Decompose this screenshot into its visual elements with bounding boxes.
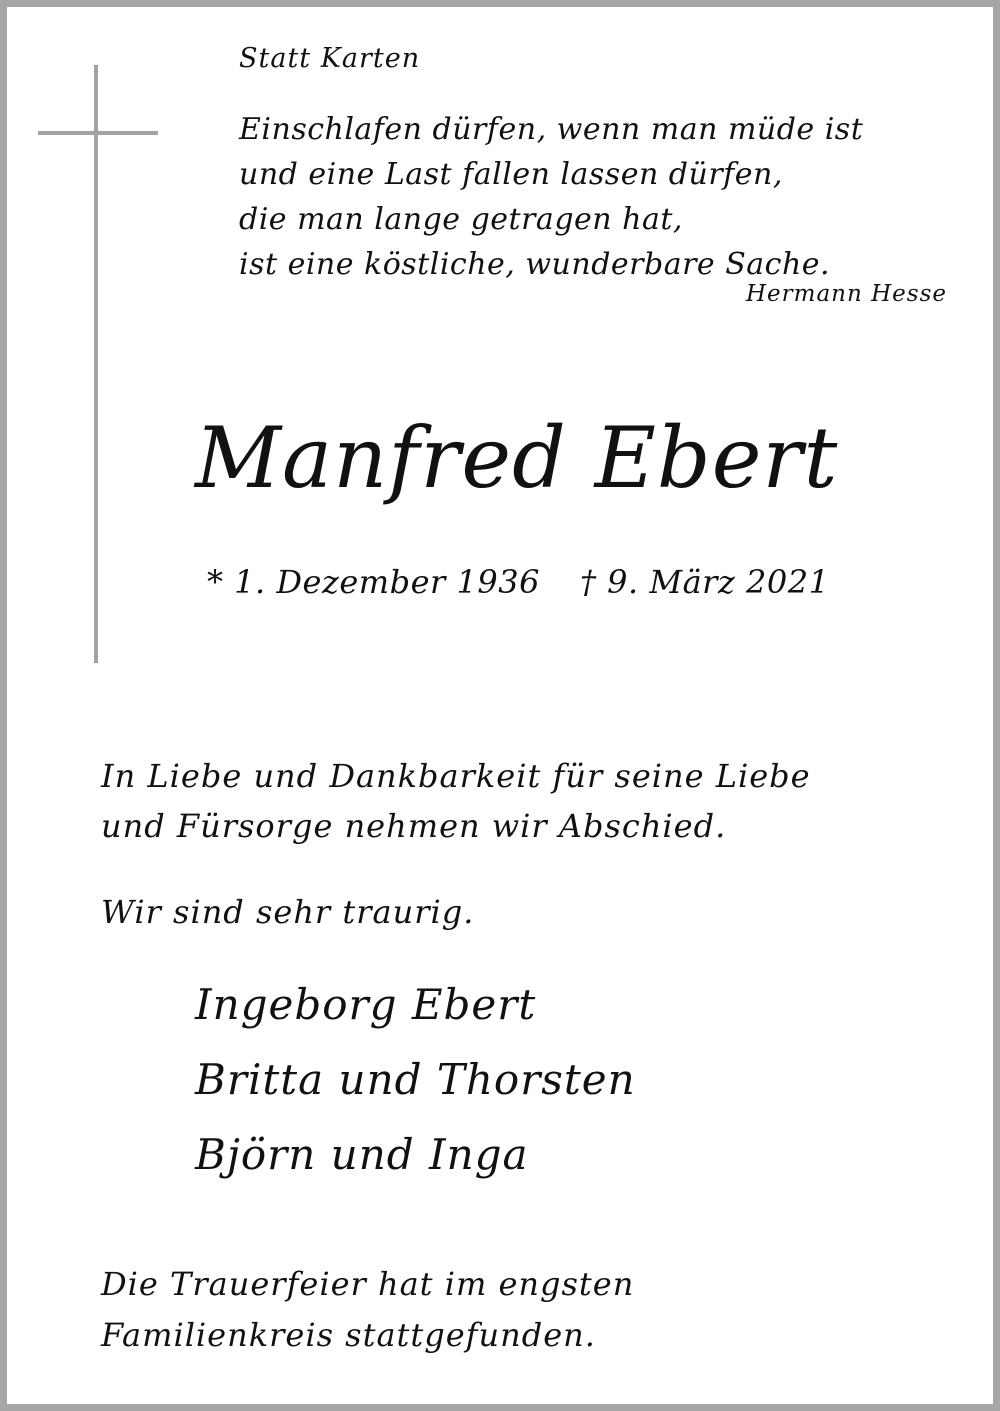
birth-date: * 1. Dezember 1936 [207, 563, 540, 601]
death-date: † 9. März 2021 [579, 563, 830, 601]
farewell-line: und Fürsorge nehmen wir Abschied. [101, 807, 727, 845]
family-member: Britta und Thorsten [195, 1055, 636, 1104]
farewell-line: In Liebe und Dankbarkeit für seine Liebe [101, 757, 811, 795]
family-member: Ingeborg Ebert [195, 980, 537, 1029]
family-member: Björn und Inga [195, 1130, 529, 1179]
ceremony-notice [101, 1259, 634, 1361]
ceremony-line: Die Trauerfeier hat im engsten [101, 1265, 635, 1303]
ceremony-line: Familienkreis stattgefunden. [101, 1316, 596, 1354]
life-dates [207, 563, 829, 601]
poem-line: ist eine köstliche, wunderbare Sache. [239, 247, 831, 282]
poem-line: Einschlafen dürfen, wenn man müde ist [239, 112, 864, 147]
poem-line: und eine Last fallen lassen dürfen, [239, 157, 783, 192]
poem-author: Hermann Hesse [745, 281, 947, 307]
poem-block [239, 107, 949, 307]
cross-horizontal-bar [38, 131, 158, 135]
sadness-line: Wir sind sehr traurig. [101, 893, 475, 931]
statt-karten-label: Statt Karten [239, 43, 421, 74]
family-list [195, 967, 636, 1192]
farewell-text [101, 751, 961, 851]
poem-line: die man lange getragen hat, [239, 202, 683, 237]
cross-vertical-bar [94, 65, 98, 663]
deceased-name: Manfred Ebert [195, 409, 839, 507]
